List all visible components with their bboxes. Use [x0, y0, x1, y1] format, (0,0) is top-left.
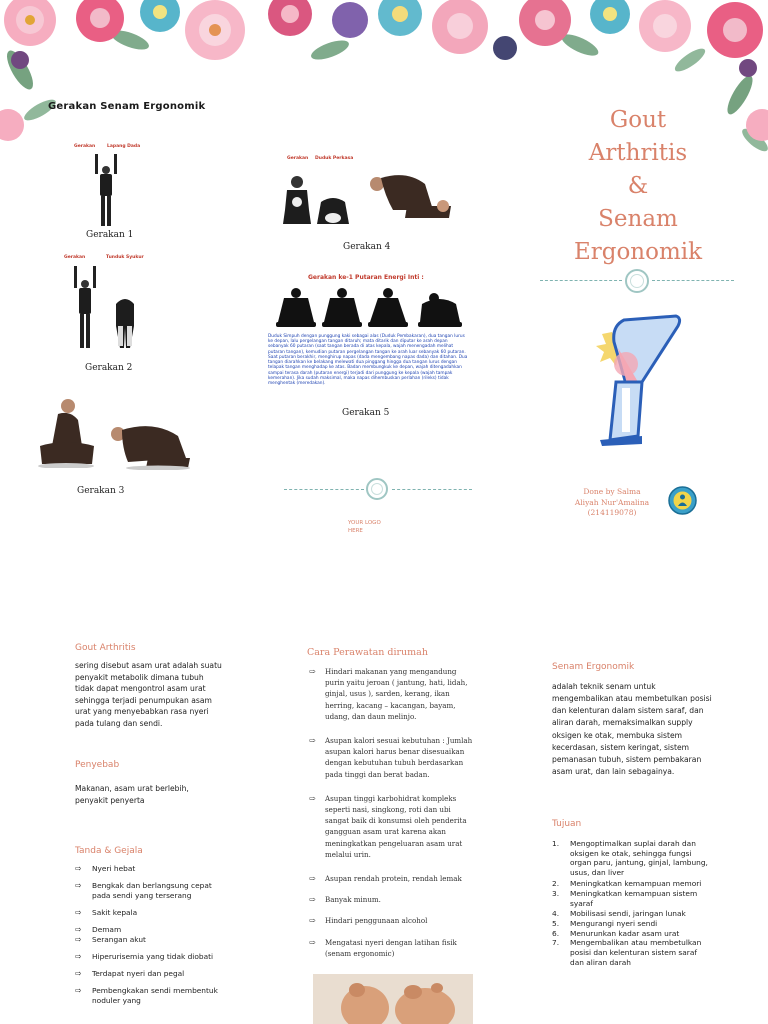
list-item: ⇨ Hindari penggunaan alcohol: [309, 915, 475, 926]
author-credit-line-3: (214119078): [587, 508, 637, 517]
exercise-1-photo-label: Gerakan: [74, 144, 96, 149]
list-item: ⇨ Bengkak dan berlangsung cepat pada sendi yang terserang: [75, 880, 212, 900]
logo-placeholder-text: YOUR LOGO HERE: [348, 520, 381, 535]
list-item: ⇨ Asupan kalori sesuai kebutuhan : Jumlah asupan kalori harus benar disesuaikan dengan kebutuhan tubuh berdasarkan pada tinggi dan berat badan.: [309, 736, 473, 779]
list-item: ⇨ Terdapat nyeri dan pegal: [75, 968, 185, 978]
list-item: ⇨ Hindari makanan yang mengandung purin yaitu jeroan ( jantung, hati, lidah, ginjal, usus ), sarden, kerang, ikan herring, kacang – kacangan, bayam, udang, dan daun melinjo.: [309, 667, 468, 721]
signs-heading: Tanda & Gejala: [75, 846, 143, 856]
list-item: ⇨ Asupan rendah protein, rendah lemak: [309, 873, 475, 884]
arrow-bullet-icon: ⇨: [309, 895, 316, 905]
exercise-section-title: Gerakan Senam Ergonomik: [48, 101, 206, 112]
author-credit: [572, 487, 652, 519]
author-credit-line-1: Done by Salma: [583, 487, 641, 496]
cover-title-line-1: Gout: [609, 107, 667, 133]
exercise-2-photo-label: Gerakan: [64, 255, 86, 260]
cover-title-line-4: Senam: [598, 206, 678, 233]
cover-divider-ring: [625, 269, 649, 293]
signs-list: [75, 864, 225, 1006]
senam-description: adalah teknik senam untuk mengembalikan atau membetulkan posisi dan kelenturan dalam sistem saraf, dan aliran darah, memaksimalkan supply oksigen ke otak, membuka sistem kecerdasan, sistem keringat, sistem pemanasan tubuh, sistem pembakaran asam urat, dan lain sebagainya.: [552, 682, 712, 776]
list-item: 4. Mobilisasi sendi, jaringan lunak: [552, 909, 686, 919]
person-kneeling-figure: [36, 394, 96, 468]
arrow-bullet-icon: ⇨: [309, 793, 316, 803]
exercise-5-caption: Gerakan 5: [342, 408, 390, 418]
list-item: ⇨ Hiperurisemia yang tidak diobati: [75, 951, 214, 961]
care-heading: Cara Perawatan dirumah: [307, 647, 428, 658]
exercise-4-caption: Gerakan 4: [343, 242, 391, 252]
divider-line-right: [392, 489, 472, 490]
list-item: 7. Mengembalikan atau membetulkan posisi dan kelenturan sistem saraf dan aliran darah: [552, 938, 702, 967]
feet-illustration: [313, 974, 473, 1024]
divider-ring: [366, 478, 388, 500]
gout-heading: Gout Arthritis: [75, 643, 136, 653]
cover-divider-right: [652, 280, 734, 281]
gout-description: sering disebut asam urat adalah suatu penyakit metabolik dimana tubuh tidak dapat mengontrol asam urat sehingga terjadi penumpukan asam urat yang menyebabkan rasa nyeri pada tulang dan sendi.: [75, 661, 222, 728]
arrow-bullet-icon: ⇨: [309, 667, 316, 676]
swollen-feet-photo: [313, 974, 473, 1024]
person-bending-figure: [110, 296, 140, 350]
list-item: ⇨ Pembengkakan sendi membentuk noduler yang: [75, 985, 218, 1005]
arrow-bullet-icon: ⇨: [75, 924, 82, 934]
exercise-1-photo-sublabel: Lapang Dada: [107, 144, 141, 149]
list-item: ⇨ Banyak minum.: [309, 894, 475, 905]
senam-heading: Senam Ergonomik: [552, 662, 635, 672]
care-list: [309, 666, 475, 959]
arrow-bullet-icon: ⇨: [75, 934, 82, 944]
arrow-bullet-icon: ⇨: [309, 736, 316, 746]
exercise-4-photo-sublabel: Duduk Perkasa: [315, 156, 354, 161]
divider-line-left: [284, 489, 364, 490]
exercise-3-caption: Gerakan 3: [77, 486, 125, 496]
list-item: ⇨ Demam: [75, 924, 122, 934]
exercise-2-caption: Gerakan 2: [85, 363, 133, 373]
goals-heading: Tujuan: [552, 819, 582, 829]
arrow-bullet-icon: ⇨: [75, 985, 82, 995]
cause-heading: Penyebab: [75, 760, 120, 770]
exercise-5-figures: [274, 286, 464, 328]
exercise-1-photo: [62, 140, 150, 230]
exercise-4-photo: [255, 148, 455, 232]
arrow-bullet-icon: ⇨: [75, 880, 82, 890]
list-item: ⇨ Nyeri hebat: [75, 864, 136, 873]
list-item: 6. Menurunkan kadar asam urat: [552, 928, 680, 938]
arrow-bullet-icon: ⇨: [309, 916, 316, 926]
list-item: ⇨ Sakit kepala: [75, 907, 138, 917]
person-bowing-forward-figure: [367, 166, 453, 222]
exercise-5-panel: [250, 264, 486, 402]
list-item: 3. Meningkatkan kemampuan sistem syaraf: [552, 889, 698, 908]
cause-text: Makanan, asam urat berlebih, penyakit penyerta: [75, 784, 189, 805]
person-bowing-figure: [108, 418, 192, 470]
exercise-3-photo: [30, 390, 195, 472]
list-item: 2. Meningkatkan kemampuan memori: [552, 878, 702, 888]
list-item: ⇨ Asupan tinggi karbohidrat kompleks seperti nasi, singkong, roti dan ubi sangat baik di konsumsi oleh penderita gangguan asam urat karena akan meningkatkan pengeluaran asam urat melalui urin.: [309, 793, 467, 859]
cover-title-line-3: &: [627, 173, 649, 200]
goals-list: [552, 839, 712, 967]
arrow-bullet-icon: ⇨: [75, 864, 82, 873]
cover-title: [560, 104, 716, 270]
author-credit-line-2: Aliyah Nur'Amalina: [574, 497, 650, 507]
university-logo-icon: [668, 486, 697, 515]
arrow-bullet-icon: ⇨: [75, 968, 82, 978]
cover-title-line-5: Ergonomik: [573, 239, 703, 266]
arrow-bullet-icon: ⇨: [75, 907, 82, 917]
person-standing-figure: [72, 266, 98, 350]
person-arms-up-figure: [92, 154, 120, 228]
arrow-bullet-icon: ⇨: [75, 951, 82, 961]
list-item: 5. Mengurangi nyeri sendi: [552, 919, 658, 928]
cover-divider-left: [540, 280, 622, 281]
exercise-5-heading: Gerakan ke-1 Putaran Energi Inti :: [308, 274, 424, 281]
exercise-2-photo: [54, 250, 164, 354]
exercise-4-photo-label: Gerakan: [287, 156, 309, 161]
list-item: ⇨ Serangan akut: [75, 934, 146, 944]
list-item: 1. Mengoptimalkan suplai darah dan oksigen ke otak, sehingga fungsi organ paru, jantung, ginjal, lambung, usus, dan liver: [552, 839, 708, 877]
exercise-1-caption: Gerakan 1: [86, 230, 134, 240]
person-sitting-figures: [281, 174, 351, 228]
arrow-bullet-icon: ⇨: [309, 874, 316, 884]
exercise-2-photo-sublabel: Tunduk Syukur: [106, 255, 144, 260]
exercise-5-instructions: Duduk Simpuh dengan punggung kaki sebagai alas (Duduk Pembakaran), dua tangan lurus ke depan, lalu pergelangan tangan ditaruh; mata ditarik dan diputar ke arah depan sebanyak 60 putaran (saat tangan berada di atas kepala, wajah menengadah melihat putaran tangan), kemudian putaran pergelangan tangan ke arah luar sebanyak 60 putaran. Saat putaran berakhir, menghirup napas (dada mengembang napas dada) dan ditahan. Dua tangan diarahkan ke belakang melewati dua pinggang hingga dua tangan lurus dengan telapak tangan menghadap ke atas. Badan membungkuk ke depan, wajah ditengadahkan sampai terasa darah (putaran energi) terjadi dari punggung ke kepala (wajah tampak kemerahan). Jika sudah maksimal, maka napas dihembuskan perlahan (rileks) tidak menghentak (meredakan).: [268, 334, 468, 387]
arrow-bullet-icon: ⇨: [309, 937, 316, 947]
list-item: ⇨ Mengatasi nyeri dengan latihan fisik (senam ergonomic): [309, 937, 457, 958]
knee-pain-illustration: [596, 312, 684, 448]
cover-title-line-2: Arthritis: [588, 140, 688, 167]
